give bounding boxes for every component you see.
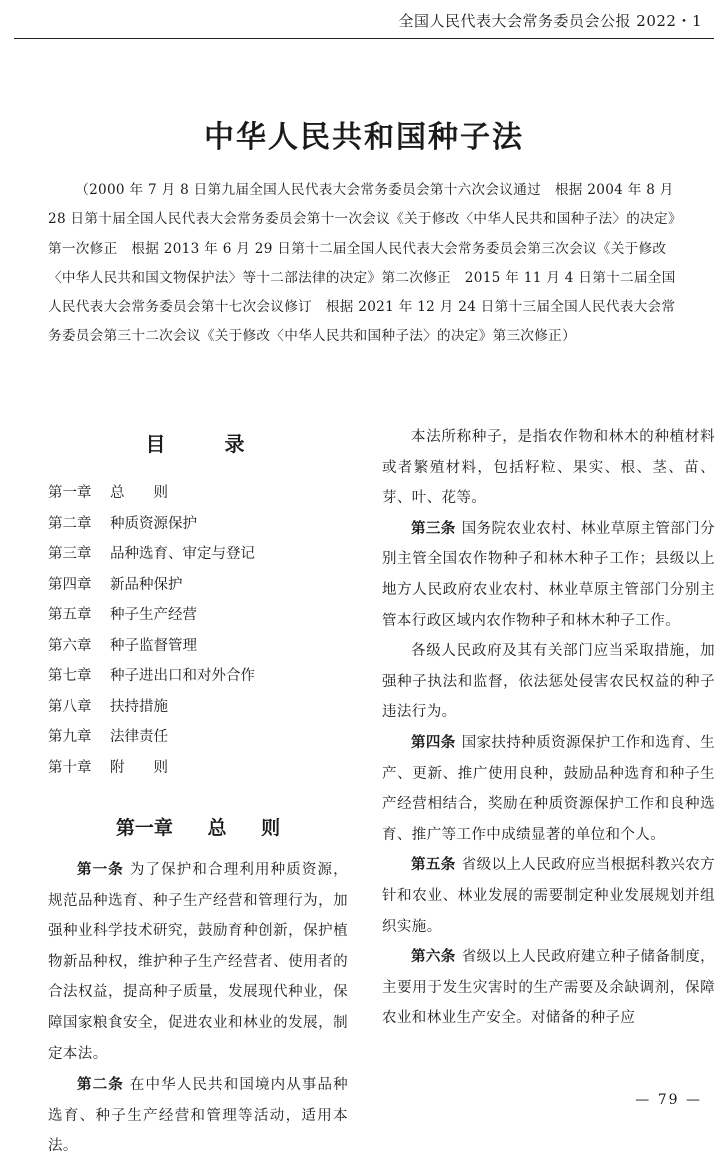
- toc-item[interactable]: [48, 600, 348, 631]
- toc-chapter-number: 第三章: [48, 546, 92, 562]
- toc-item[interactable]: [48, 539, 348, 570]
- article-4: [382, 728, 715, 850]
- toc-chapter-label: 总 则: [110, 485, 168, 501]
- toc-chapter-number: 第六章: [48, 637, 92, 654]
- article-label: 第三条: [411, 519, 456, 537]
- article-label: 第六条: [411, 948, 456, 966]
- law-title: 中华人民共和国种子法: [204, 120, 524, 155]
- article-3: [382, 514, 715, 636]
- table-of-contents: [48, 478, 348, 783]
- article-1: [48, 855, 348, 1069]
- article-text: 省级以上人民政府建立种子储备制度，主要用于发生灾害时的生产需要及余缺调剂，保障农业和林业生产安全。对储备的种子应: [382, 949, 716, 1027]
- toc-item[interactable]: [48, 631, 348, 662]
- toc-chapter-label: 种子进出口和对外合作: [110, 668, 255, 684]
- toc-chapter-label: 种质资源保护: [110, 515, 197, 532]
- toc-chapter-label: 种子生产经营: [110, 607, 197, 623]
- toc-title: 目 录: [145, 432, 251, 456]
- toc-chapter-number: 第九章: [48, 729, 92, 745]
- journal-header: 全国人民代表大会常务委员会公报 2022・1: [398, 12, 702, 30]
- article-text: 省级以上人民政府应当根据科教兴农方针和农业、林业发展的需要制定种业发展规划并组织实施。: [382, 857, 716, 935]
- toc-chapter-number: 第四章: [48, 576, 92, 593]
- article-text: 为了保护和合理利用种质资源，规范品种选育、种子生产经营和管理行为，加强种业科学技术研究，鼓励育种创新，保护植物新品种权，维护种子生产经营者、使用者的合法权益，提高种子质量，发展现代种业，保障国家粮食安全，促进农业和林业的发展，制定本法。: [48, 862, 349, 1062]
- toc-chapter-label: 种子监督管理: [110, 637, 197, 654]
- article-text: 在中华人民共和国境内从事品种选育、种子生产经营和管理等活动，适用本法。: [48, 1077, 349, 1155]
- header-rule: [14, 38, 714, 39]
- toc-item[interactable]: [48, 753, 348, 784]
- right-column: [382, 422, 715, 1034]
- article-text: 国家扶持种质资源保护工作和选育、生产、更新、推广使用良种，鼓励品种选育和种子生产经营相结合，奖励在种质资源保护工作和良种选育、推广等工作中成绩显著的单位和个人。: [382, 734, 716, 843]
- toc-item[interactable]: [48, 570, 348, 601]
- toc-chapter-label: 品种选育、审定与登记: [110, 546, 255, 562]
- toc-item[interactable]: [48, 478, 348, 509]
- article-6: [382, 942, 715, 1034]
- left-column: [48, 428, 348, 1163]
- article-2: [48, 1070, 348, 1162]
- toc-chapter-number: 第一章: [48, 485, 92, 501]
- chapter-heading: 第一章 总 则: [115, 817, 281, 839]
- article-label: 第一条: [77, 861, 124, 878]
- toc-item[interactable]: [48, 661, 348, 692]
- article-label: 第二条: [77, 1076, 124, 1094]
- toc-chapter-label: 附 则: [110, 759, 168, 776]
- article-label: 第四条: [411, 733, 456, 751]
- toc-chapter-label: 扶持措施: [110, 698, 168, 715]
- toc-chapter-number: 第八章: [48, 698, 92, 715]
- amendment-history-text: （2000 年 7 月 8 日第九届全国人民代表大会常务委员会第十六次会议通过 根据 2004 年 8 月 28 日第十届全国人民代表大会常务委员会第十一次会议《关于修改〈中华人民共和国种子法〉的决定》第一次修正 根据 2013 年 6 月 29 日第十二届全国人民代表大会常务委员会第三次会议《关于修改〈中华人民共和国文物保护法〉等十二部法律的决定》第二次修正 2015 年 11 月 4 日第十二届全国人民代表大会常务委员会第十七次会议修订 根据 2021 年 12 月 24 日第十三届全国人民代表大会常务委员会第三十二次会议《关于修改〈中华人民共和国种子法〉的决定》第三次修正）: [48, 182, 682, 345]
- toc-chapter-number: 第十章: [48, 759, 92, 776]
- article-2-continued: 本法所称种子，是指农作物和林木的种植材料或者繁殖材料，包括籽粒、果实、根、茎、苗、芽、叶、花等。: [382, 429, 715, 507]
- toc-chapter-label: 法律责任: [110, 729, 168, 745]
- toc-chapter-number: 第五章: [48, 607, 92, 623]
- toc-chapter-number: 第七章: [48, 668, 92, 684]
- article-5: [382, 850, 715, 942]
- page-number: — 79 —: [635, 1092, 702, 1108]
- toc-chapter-number: 第二章: [48, 515, 92, 532]
- article-text: 国务院农业农村、林业草原主管部门分别主管全国农作物种子和林木种子工作；县级以上地方人民政府农业农村、林业草原主管部门分别主管本行政区域内农作物种子和林木种子工作。: [382, 520, 716, 629]
- toc-item[interactable]: [48, 509, 348, 540]
- article-3-continued: 各级人民政府及其有关部门应当采取措施，加强种子执法和监督，依法惩处侵害农民权益的种子违法行为。: [382, 643, 715, 721]
- article-label: 第五条: [411, 856, 456, 874]
- toc-item[interactable]: [48, 722, 348, 753]
- toc-item[interactable]: [48, 692, 348, 723]
- amendment-history: [48, 176, 683, 352]
- toc-chapter-label: 新品种保护: [110, 576, 183, 593]
